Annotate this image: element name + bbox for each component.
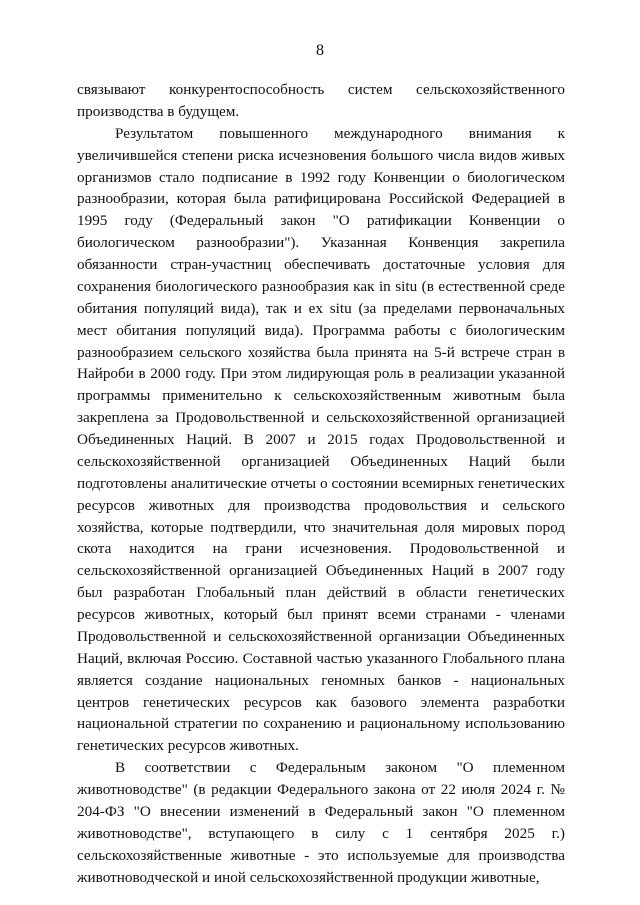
paragraph-biodiversity-convention: Результатом повышенного международного внимания к увеличившейся степени риска исчезновения большого числа видов живых организмов стало подписание в 1992 году Конвенции о биологическом разнообразии, которая была ратифицирована Российской Федерацией в 1995 году (Федеральный закон "О ратификации Конвенции о биологическом разнообразии"). Указанная Конвенция закрепила обязанности стран-участниц обеспечивать достаточные условия для сохранения биологического разнообразия как in situ (в естественной среде обитания популяций вида), так и ex situ (за пределами первоначальных мест обитания популяций вида). Программа работы с биологическим разнообразием сельского хозяйства была принята на 5-й встрече стран в Найроби в 2000 году. При этом лидирующая роль в реализации указанной программы применительно к сельскохозяйственным животным была закреплена за Продовольственной и сельскохозяйственной организацией Объединенных Наций. В 2007 и 2015 годах Продовольственной и сельскохозяйственной организацией Объединенных Наций были подготовлены аналитические отчеты о состоянии всемирных генетических ресурсов животных для производства продовольствия и сельского хозяйства, которые подтвердили, что значительная доля мировых пород скота находится на грани исчезновения. Продовольственной и сельскохозяйственной организацией Объединенных Наций в 2007 году был разработан Глобальный план действий в области генетических ресурсов животных, который был принят всеми странами - членами Продовольственной и сельскохозяйственной организации Объединенных Наций, включая Россию. Составной частью указанного Глобального плана является создание национальных геномных банков - национальных центров генетических ресурсов как базового элемента разработки национальной стратегии по сохранению и рациональному использованию генетических ресурсов животных. (77, 124, 565, 755)
document-body (77, 79, 565, 888)
paragraph-federal-law: В соответствии с Федеральным законом "О племенном животноводстве" (в редакции Федерального закона от 22 июля 2024 г. № 204-ФЗ "О внесении изменений в Федеральный закон "О племенном животноводстве", вступающего в силу с 1 сентября 2025 г.) сельскохозяйственные животные - это используемые для производства животноводческой и иной сельскохозяйственной продукции животные, (77, 759, 565, 886)
paragraph-continuation: связывают конкурентоспособность систем сельскохозяйственного производства в будущем. (77, 81, 565, 120)
page-number: 8 (316, 42, 324, 59)
